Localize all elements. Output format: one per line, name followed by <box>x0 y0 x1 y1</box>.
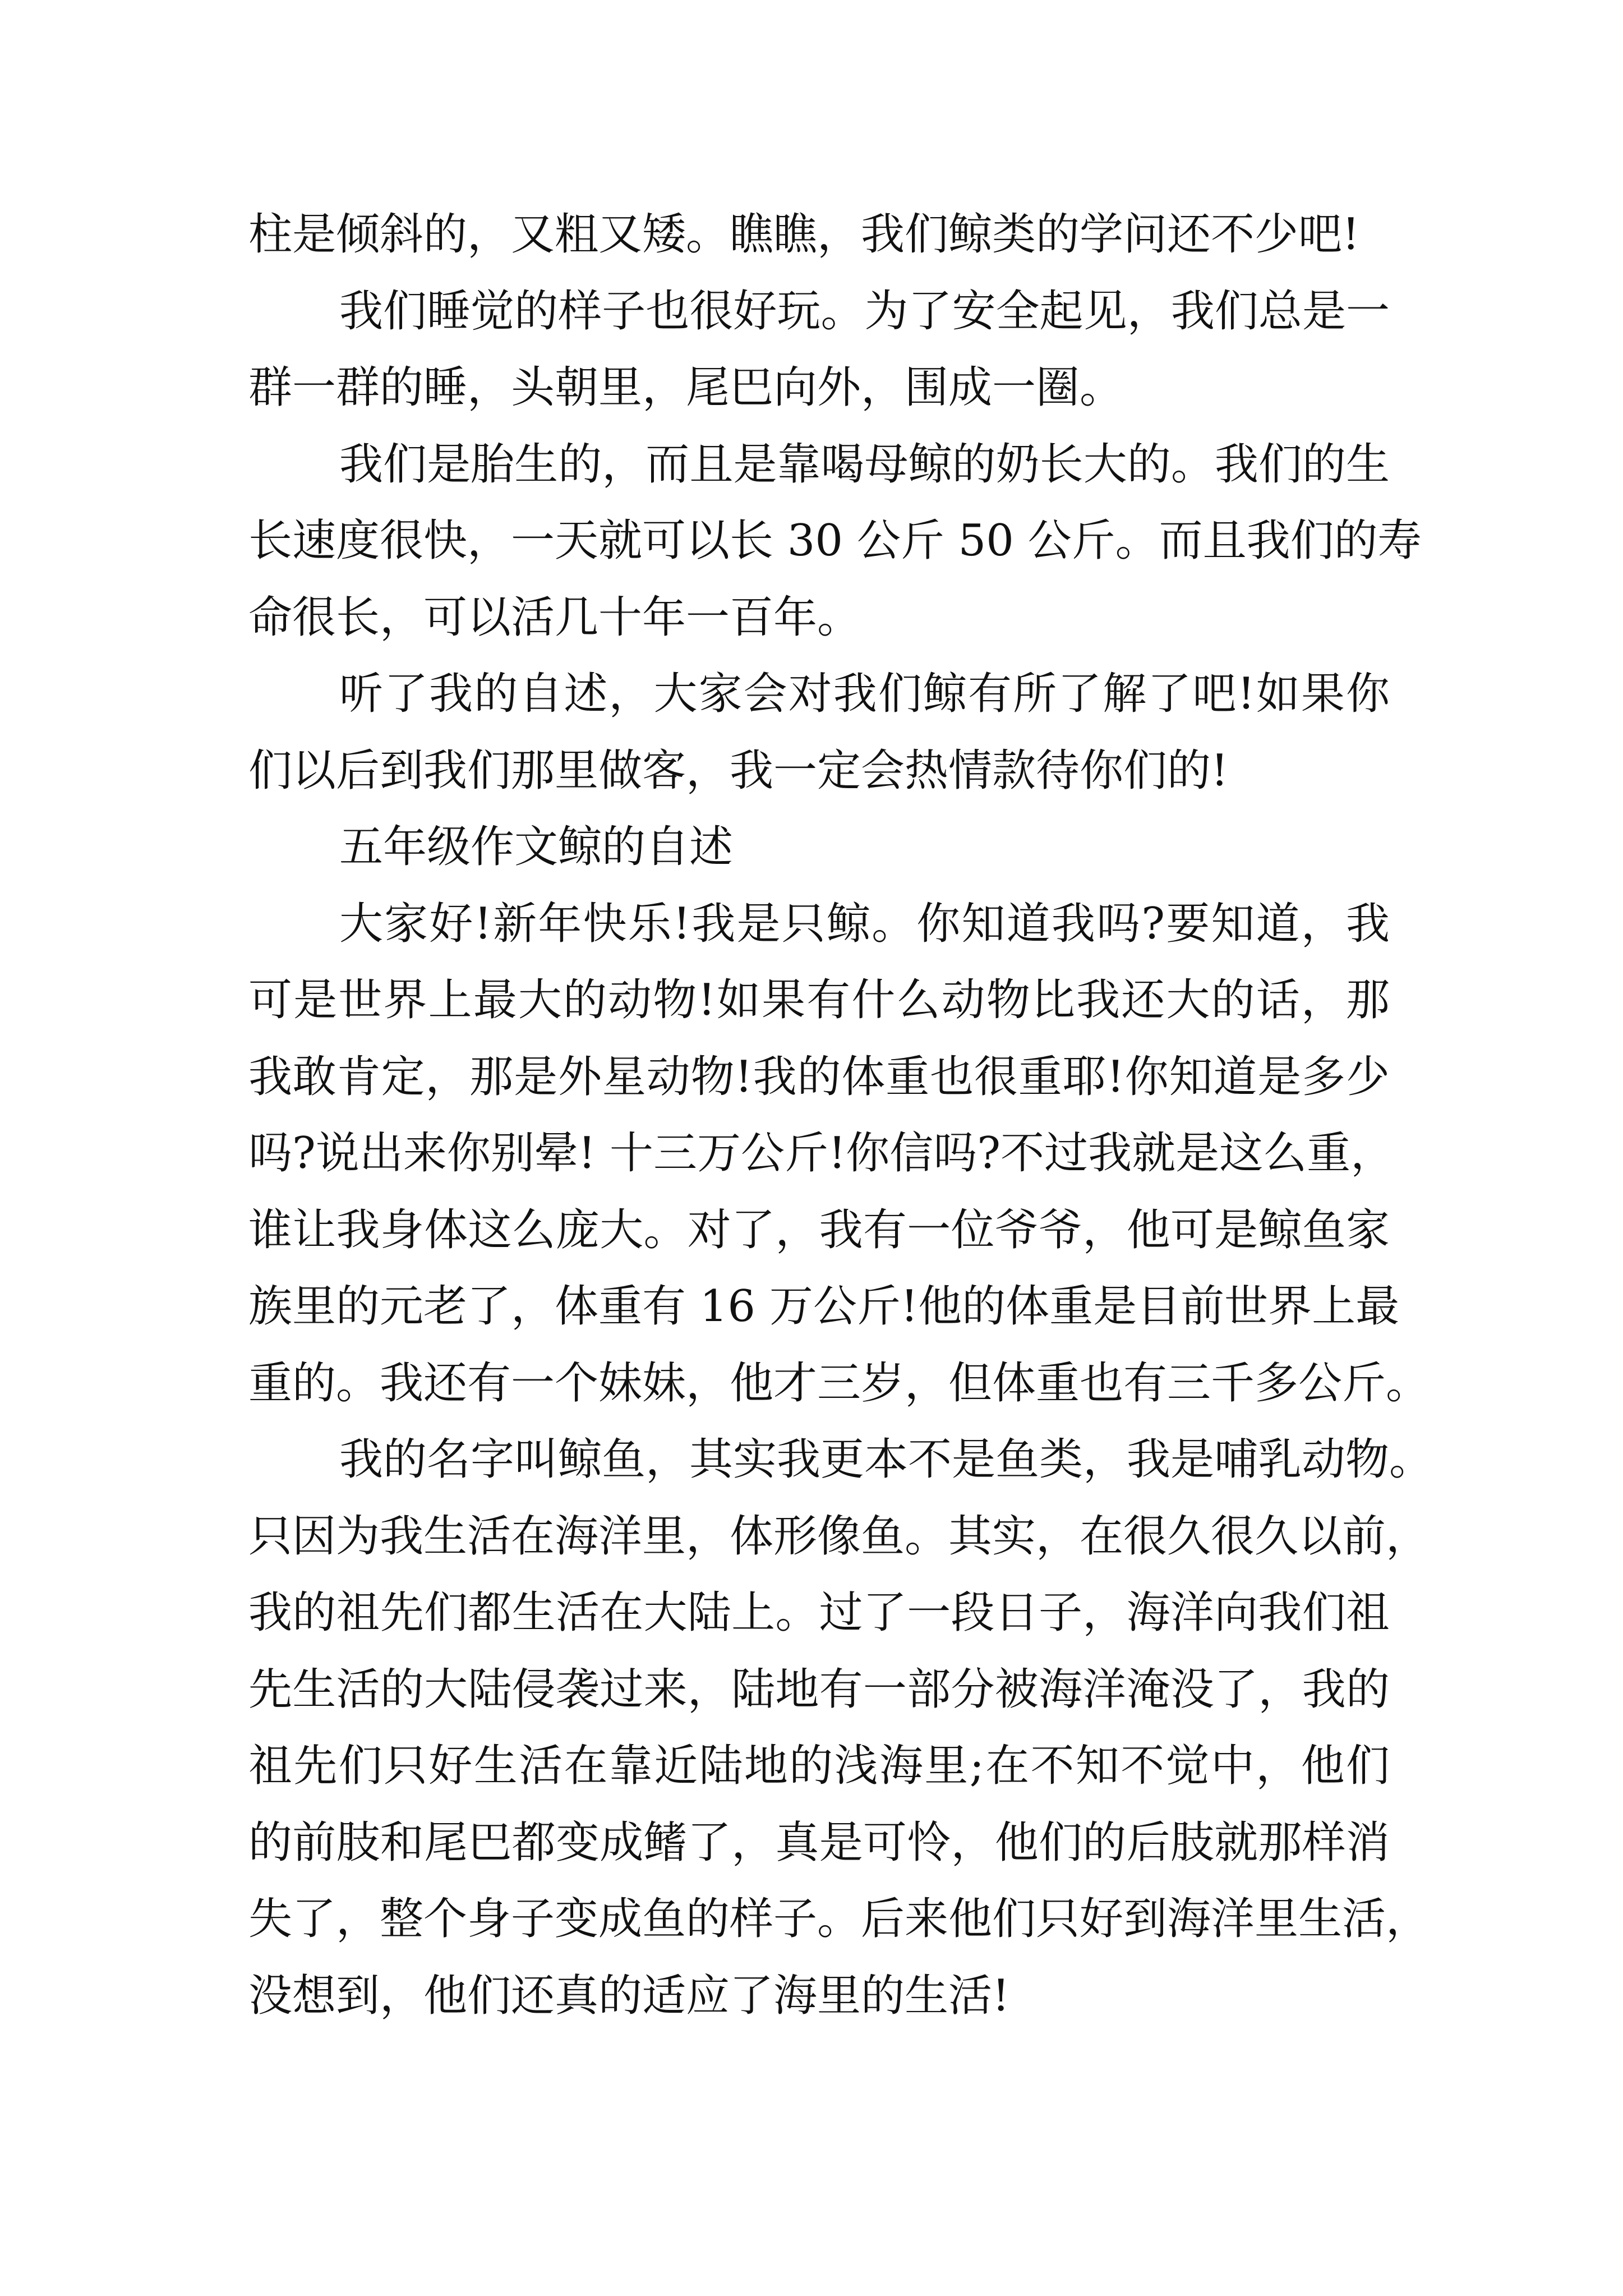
text-line: 谁让我身体这么庞大。对了，我有一位爷爷，他可是鲸鱼家 <box>248 1204 1390 1255</box>
text-line: 我们是胎生的，而且是靠喝母鲸的奶长大的。我们的生 <box>339 439 1390 490</box>
text-line: 先生活的大陆侵袭过来，陆地有一部分被海洋淹没了，我的 <box>248 1664 1390 1715</box>
text-line: 可是世界上最大的动物!如果有什么动物比我还大的话，那 <box>248 975 1390 1025</box>
text-line: 我的名字叫鲸鱼，其实我更本不是鱼类，我是哺乳动物。 <box>339 1434 1433 1485</box>
text-line: 的前肢和尾巴都变成鳍了，真是可怜，他们的后肢就那样消 <box>248 1817 1390 1868</box>
text-line: 群一群的睡，头朝里，尾巴向外，围成一圈。 <box>248 362 1124 413</box>
text-line: 没想到，他们还真的适应了海里的生活! <box>248 1970 1010 2021</box>
text-line: 大家好!新年快乐!我是只鲸。你知道我吗?要知道，我 <box>339 898 1390 949</box>
text-line: 祖先们只好生活在靠近陆地的浅海里;在不知不觉中，他们 <box>248 1741 1390 1791</box>
text-line: 族里的元老了，体重有 16 万公斤!他的体重是目前世界上最 <box>248 1281 1400 1332</box>
section-heading: 五年级作文鲸的自述 <box>339 822 734 872</box>
text-line: 长速度很快，一天就可以长 30 公斤 50 公斤。而且我们的寿 <box>248 516 1422 566</box>
body-text <box>248 196 1433 2034</box>
text-line: 我的祖先们都生活在大陆上。过了一段日子，海洋向我们祖 <box>248 1588 1390 1638</box>
text-line: 我们睡觉的样子也很好玩。为了安全起见，我们总是一 <box>339 286 1390 337</box>
text-line: 重的。我还有一个妹妹，他才三岁，但体重也有三千多公斤。 <box>248 1358 1430 1409</box>
text-line: 们以后到我们那里做客，我一定会热情款待你们的! <box>248 745 1229 796</box>
text-line: 失了，整个身子变成鱼的样子。后来他们只好到海洋里生活， <box>248 1894 1430 1944</box>
text-line: 只因为我生活在海洋里，体形像鱼。其实，在很久很久以前， <box>248 1511 1430 1562</box>
text-line: 我敢肯定，那是外星动物!我的体重也很重耶!你知道是多少 <box>248 1051 1390 1102</box>
text-line: 听了我的自述，大家会对我们鲸有所了解了吧!如果你 <box>339 669 1390 719</box>
text-line: 命很长，可以活几十年一百年。 <box>248 592 861 643</box>
text-line: 柱是倾斜的，又粗又矮。瞧瞧，我们鲸类的学问还不少吧! <box>248 209 1360 260</box>
text-line: 吗?说出来你别晕! 十三万公斤!你信吗?不过我就是这么重， <box>248 1128 1395 1179</box>
